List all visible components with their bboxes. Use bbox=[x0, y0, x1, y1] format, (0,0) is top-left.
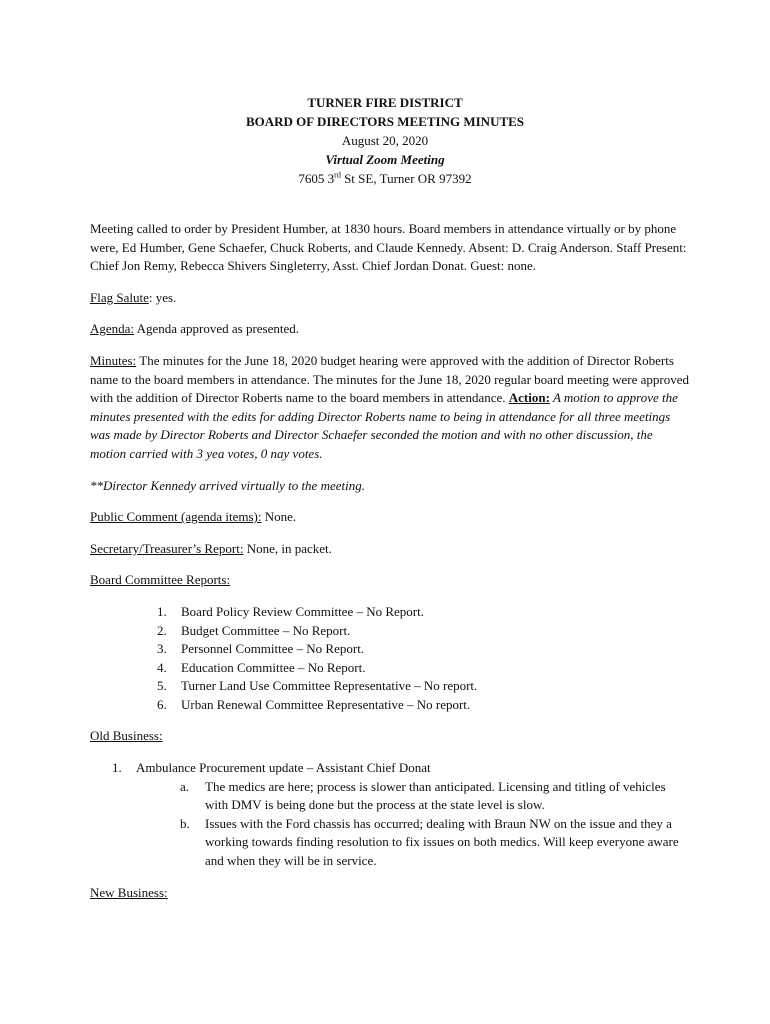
treasurer-label: Secretary/Treasurer’s Report: bbox=[90, 540, 244, 556]
treasurer-section bbox=[90, 540, 690, 559]
minutes-section bbox=[90, 352, 690, 464]
list-item bbox=[157, 603, 690, 622]
list-number: 1. bbox=[112, 760, 122, 776]
list-item-text: Board Policy Review Committee – No Report. bbox=[181, 603, 424, 619]
address-number: 7605 3 bbox=[298, 171, 335, 186]
list-number: 5. bbox=[157, 678, 167, 694]
address-street: St SE, Turner OR 97392 bbox=[340, 171, 472, 186]
document-body bbox=[90, 220, 690, 915]
committee-reports-list bbox=[90, 603, 690, 715]
new-business-heading bbox=[90, 884, 690, 903]
sublist-letter: b. bbox=[180, 815, 190, 831]
list-number: 1. bbox=[157, 603, 167, 619]
sublist-item bbox=[180, 778, 690, 815]
list-item bbox=[157, 696, 690, 715]
list-item bbox=[157, 677, 690, 696]
flag-salute-section bbox=[90, 289, 690, 308]
action-label: Action: bbox=[508, 390, 550, 406]
treasurer-text: None, in packet. bbox=[243, 540, 332, 556]
sublist-item-text: Issues with the Ford chassis has occurred; dealing with Braun NW on the issue and they a working towards finding resolution to fix issues on both medics. Will keep everyone aware and when they will be in service. bbox=[205, 815, 679, 869]
list-item bbox=[112, 759, 690, 871]
list-number: 2. bbox=[157, 622, 167, 638]
old-business-sublist bbox=[136, 778, 690, 871]
document-title: BOARD OF DIRECTORS MEETING MINUTES bbox=[245, 114, 525, 129]
address-ordinal: rd bbox=[334, 170, 341, 180]
agenda-section bbox=[90, 320, 690, 339]
flag-salute-label: Flag Salute bbox=[90, 289, 149, 305]
org-name: TURNER FIRE DISTRICT bbox=[307, 95, 463, 110]
list-number: 3. bbox=[157, 641, 167, 657]
public-comment-section bbox=[90, 508, 690, 527]
meeting-type: Virtual Zoom Meeting bbox=[325, 152, 445, 167]
committee-reports-label: Board Committee Reports: bbox=[90, 572, 231, 588]
sublist-letter: a. bbox=[180, 778, 190, 794]
minutes-label: Minutes: bbox=[90, 352, 137, 368]
sublist-item bbox=[180, 815, 690, 871]
kennedy-note: **Director Kennedy arrived virtually to the meeting. bbox=[90, 477, 365, 493]
list-item-text: Education Committee – No Report. bbox=[181, 659, 366, 675]
agenda-label: Agenda: bbox=[90, 321, 135, 337]
list-number: 6. bbox=[157, 696, 167, 712]
list-item bbox=[157, 622, 690, 641]
list-item bbox=[157, 659, 690, 678]
meeting-date: August 20, 2020 bbox=[341, 133, 429, 148]
action-text: A motion to approve the minutes presented with the edits for adding Director Roberts name to being in attendance for all three meetings was made by Director Roberts and Director Schaefer seconded the motion and with no other discussion, the motion carried with 3 yea votes, 0 nay votes. bbox=[90, 390, 678, 461]
flag-salute-text: : yes. bbox=[148, 289, 177, 305]
document-header bbox=[0, 93, 770, 188]
list-item-text: Turner Land Use Committee Representative – No report. bbox=[181, 678, 478, 694]
agenda-text: Agenda approved as presented. bbox=[134, 321, 300, 337]
list-number: 4. bbox=[157, 659, 167, 675]
meeting-address bbox=[0, 169, 770, 188]
public-comment-label: Public Comment (agenda items): bbox=[90, 509, 262, 525]
list-item-text: Budget Committee – No Report. bbox=[181, 622, 351, 638]
old-business-list bbox=[90, 759, 690, 871]
old-business-label: Old Business: bbox=[90, 728, 163, 744]
minutes-text: The minutes for the June 18, 2020 budget hearing were approved with the addition of Director Roberts name to the board members in attendance. The minutes for the June 18, 2020 regular board meeting were approved with the addition of Director Roberts name to the board members in attendance. bbox=[90, 352, 690, 406]
list-item-text: Urban Renewal Committee Representative – No report. bbox=[181, 696, 471, 712]
committee-reports-heading bbox=[90, 571, 690, 590]
public-comment-text: None. bbox=[261, 509, 297, 525]
opening-paragraph: Meeting called to order by President Humber, at 1830 hours. Board members in attendance virtually or by phone were, Ed Humber, Gene Schaefer, Chuck Roberts, and Claude Kennedy. Absent: D. Craig Anderson. Staff Present: Chief Jon Remy, Rebecca Shivers Singleterry, Asst. Chief Jordan Donat. Guest: none. bbox=[90, 221, 687, 274]
new-business-label: New Business: bbox=[90, 884, 168, 900]
list-item bbox=[157, 640, 690, 659]
list-item-text: Ambulance Procurement update – Assistant Chief Donat bbox=[136, 760, 431, 776]
list-item-text: Personnel Committee – No Report. bbox=[181, 641, 365, 657]
sublist-item-text: The medics are here; process is slower than anticipated. Licensing and titling of vehicles with DMV is being done but the process at the state level is slow. bbox=[205, 778, 666, 813]
old-business-heading bbox=[90, 727, 690, 746]
